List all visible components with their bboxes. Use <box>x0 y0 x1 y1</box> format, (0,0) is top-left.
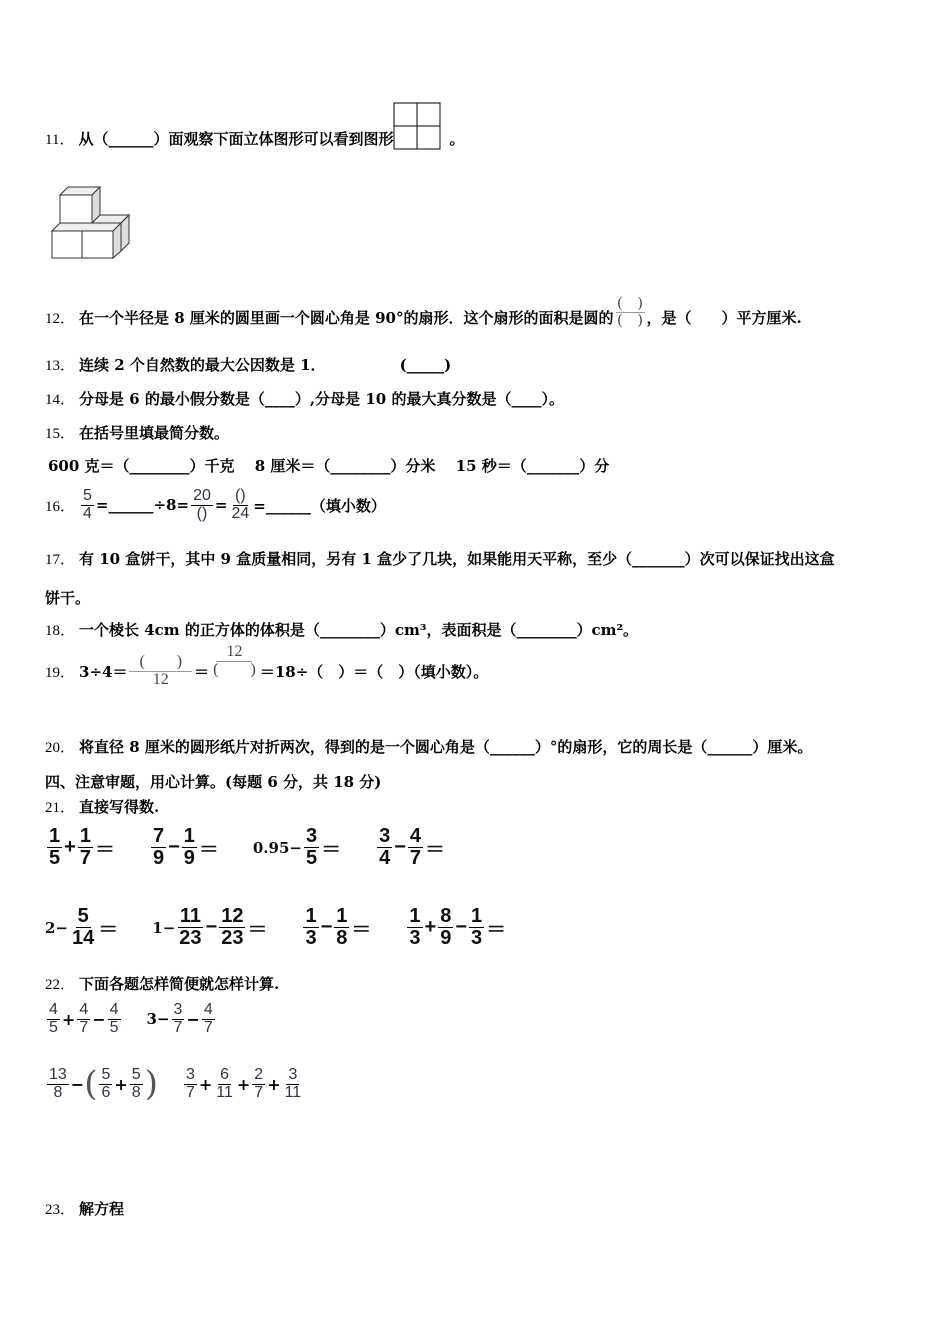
operator: ＝ <box>94 839 115 861</box>
operator: ＝ <box>198 839 219 861</box>
q22-row-1 <box>45 1002 217 1037</box>
numerator: 8 <box>440 905 452 927</box>
numerator: 3 <box>305 825 318 847</box>
operator: + <box>424 916 437 938</box>
numerator: 3 <box>288 1065 298 1083</box>
operator: ＝ <box>321 839 342 861</box>
q21-row-2 <box>45 906 506 949</box>
denominator: 9 <box>152 847 165 869</box>
denominator: 5 <box>305 847 318 869</box>
denominator: 7 <box>173 1018 183 1036</box>
fraction <box>177 906 203 949</box>
question-17-cont: 饼干。 <box>45 589 91 607</box>
fraction <box>377 826 392 869</box>
operator: + <box>267 1074 281 1094</box>
fraction <box>47 1002 60 1037</box>
q21-row-1 <box>45 826 445 869</box>
question-19: 19． 3÷4＝ ( ) 12 ＝ 12 ( ) ＝18÷（ ）＝（ ）（填小数）。 <box>45 643 489 688</box>
question-12: 12． 在一个半径是 8 厘米的圆里画一个圆心角是 90°的扇形．这个扇形的面积是圆的 ( ) ( ) ，是（ ）平方厘米. <box>45 294 802 328</box>
denominator: 7 <box>79 847 91 869</box>
denominator: 7 <box>254 1083 264 1101</box>
numerator: 3 <box>173 1001 183 1018</box>
denominator: 23 <box>221 927 244 949</box>
operator: 0.95− <box>252 838 302 857</box>
operator: + <box>64 836 76 858</box>
fraction <box>202 1002 215 1037</box>
question-21: 21． 直接写得数. <box>45 798 160 816</box>
operator: ( <box>84 1064 98 1104</box>
question-11: 11． 从（______）面观察下面立体图形可以看到图形 。 <box>45 124 464 152</box>
fraction <box>219 906 245 949</box>
fraction <box>184 1067 197 1102</box>
denominator: 11 <box>284 1083 302 1101</box>
denominator: 4 <box>379 847 391 869</box>
fraction <box>438 906 453 949</box>
operator: − <box>455 916 468 938</box>
fraction <box>283 1067 304 1102</box>
question-15-line: 600 克＝（________）千克 8 厘米＝（________）分米 15 秒＝（_______）分 <box>48 457 610 475</box>
numerator: 5 <box>101 1065 111 1083</box>
numerator: 1 <box>471 905 483 927</box>
numerator: 12 <box>221 905 244 927</box>
numerator: 2 <box>254 1065 264 1083</box>
question-18: 18． 一个棱长 4cm 的正方体的体积是（________）cm³，表面积是（________）cm²。 <box>45 621 639 639</box>
fraction <box>99 1067 112 1102</box>
fraction <box>252 1067 265 1102</box>
grid-view-figure <box>393 102 443 152</box>
fraction <box>77 1002 90 1037</box>
numerator: 4 <box>409 825 422 847</box>
operator: + <box>198 1074 213 1094</box>
numerator: 13 <box>49 1065 67 1083</box>
operator: − <box>92 1009 106 1029</box>
fraction <box>303 906 318 949</box>
denominator: 8 <box>53 1083 63 1101</box>
operator: ＝ <box>351 919 372 941</box>
operator: + <box>114 1074 128 1094</box>
question-16: 16． $\frac{5}{4}$ =______÷8= 20 () = () 24 =______（填小数） <box>45 487 386 522</box>
operator: 3− <box>146 1010 170 1029</box>
operator: 1− <box>152 918 176 937</box>
numerator: 6 <box>220 1065 230 1083</box>
numerator: 1 <box>49 825 61 847</box>
numerator: 1 <box>305 905 317 927</box>
operator: ＝ <box>425 839 446 861</box>
operator: − <box>320 916 333 938</box>
denominator: 7 <box>79 1018 89 1036</box>
fraction <box>130 1067 143 1102</box>
numerator: 4 <box>203 1001 213 1018</box>
fraction <box>151 826 166 869</box>
fraction <box>78 826 93 869</box>
denominator: 3 <box>471 927 483 949</box>
q22-row-2 <box>45 1064 305 1104</box>
fraction <box>469 906 484 949</box>
question-20: 20． 将直径 8 厘米的圆形纸片对折两次，得到的是一个圆心角是（______）°的扇形，它的周长是（______）厘米。 <box>45 738 813 756</box>
fraction <box>172 1002 185 1037</box>
numerator: 3 <box>185 1065 195 1083</box>
fraction <box>108 1002 121 1037</box>
denominator: 14 <box>72 927 95 949</box>
denominator: 6 <box>101 1083 111 1101</box>
cube-stack-figure <box>50 185 130 260</box>
numerator: 11 <box>179 905 201 927</box>
question-17: 17． 有 10 盒饼干，其中 9 盒质量相同，另有 1 盒少了几块，如果能用天平称，至少（_______）次可以保证找出这盒 <box>45 550 835 568</box>
fraction <box>334 906 349 949</box>
denominator: 3 <box>409 927 421 949</box>
denominator: 23 <box>179 927 202 949</box>
operator: + <box>61 1009 76 1029</box>
fraction <box>182 826 197 869</box>
denominator: 11 <box>216 1083 233 1101</box>
numerator: 1 <box>183 825 195 847</box>
operator: − <box>394 836 406 858</box>
numerator: 3 <box>379 825 391 847</box>
numerator: 1 <box>336 905 348 927</box>
question-13: 13． 连续 2 个自然数的最大公因数是 1． (_____) <box>45 355 452 374</box>
denominator: 8 <box>131 1083 141 1101</box>
numerator: 4 <box>79 1001 89 1018</box>
question-15: 15． 在括号里填最简分数。 <box>45 424 230 442</box>
numerator: 1 <box>79 825 91 847</box>
operator: ＝ <box>486 919 507 941</box>
denominator: 9 <box>183 847 195 869</box>
operator: − <box>205 916 218 938</box>
fraction <box>47 826 62 869</box>
fraction <box>304 826 319 869</box>
fraction <box>407 906 422 949</box>
question-22: 22． 下面各题怎样简便就怎样计算. <box>45 975 280 993</box>
denominator: 7 <box>409 847 422 869</box>
numerator: 1 <box>409 905 421 927</box>
numerator: 5 <box>77 905 89 927</box>
numerator: 7 <box>152 825 165 847</box>
section-4-heading: 四、注意审题，用心计算。(每题 6 分，共 18 分) <box>45 773 382 791</box>
denominator: 5 <box>109 1018 119 1036</box>
operator: ＝ <box>247 919 268 941</box>
operator: 2− <box>45 918 69 937</box>
operator: − <box>186 1009 200 1029</box>
operator: ＝ <box>98 919 119 941</box>
question-14: 14． 分母是 6 的最小假分数是（____）,分母是 10 的最大真分数是（____）。 <box>45 390 564 408</box>
fraction <box>214 1067 235 1102</box>
operator: − <box>70 1074 85 1094</box>
numerator: 4 <box>109 1001 119 1018</box>
operator: + <box>236 1074 251 1094</box>
denominator: 8 <box>336 927 348 949</box>
question-23: 23． 解方程 <box>45 1200 125 1218</box>
operator: − <box>168 836 180 858</box>
denominator: 7 <box>185 1083 195 1101</box>
fraction-blank: ( ) ( ) <box>617 294 643 328</box>
operator: ) <box>144 1064 158 1104</box>
denominator: 9 <box>440 927 452 949</box>
fraction <box>47 1067 69 1102</box>
denominator: 5 <box>49 1018 58 1036</box>
fraction <box>70 906 96 949</box>
numerator: 5 <box>131 1065 141 1083</box>
denominator: 5 <box>49 847 61 869</box>
denominator: 3 <box>305 927 317 949</box>
denominator: 7 <box>203 1018 213 1036</box>
fraction <box>408 826 423 869</box>
numerator: 4 <box>49 1001 58 1018</box>
